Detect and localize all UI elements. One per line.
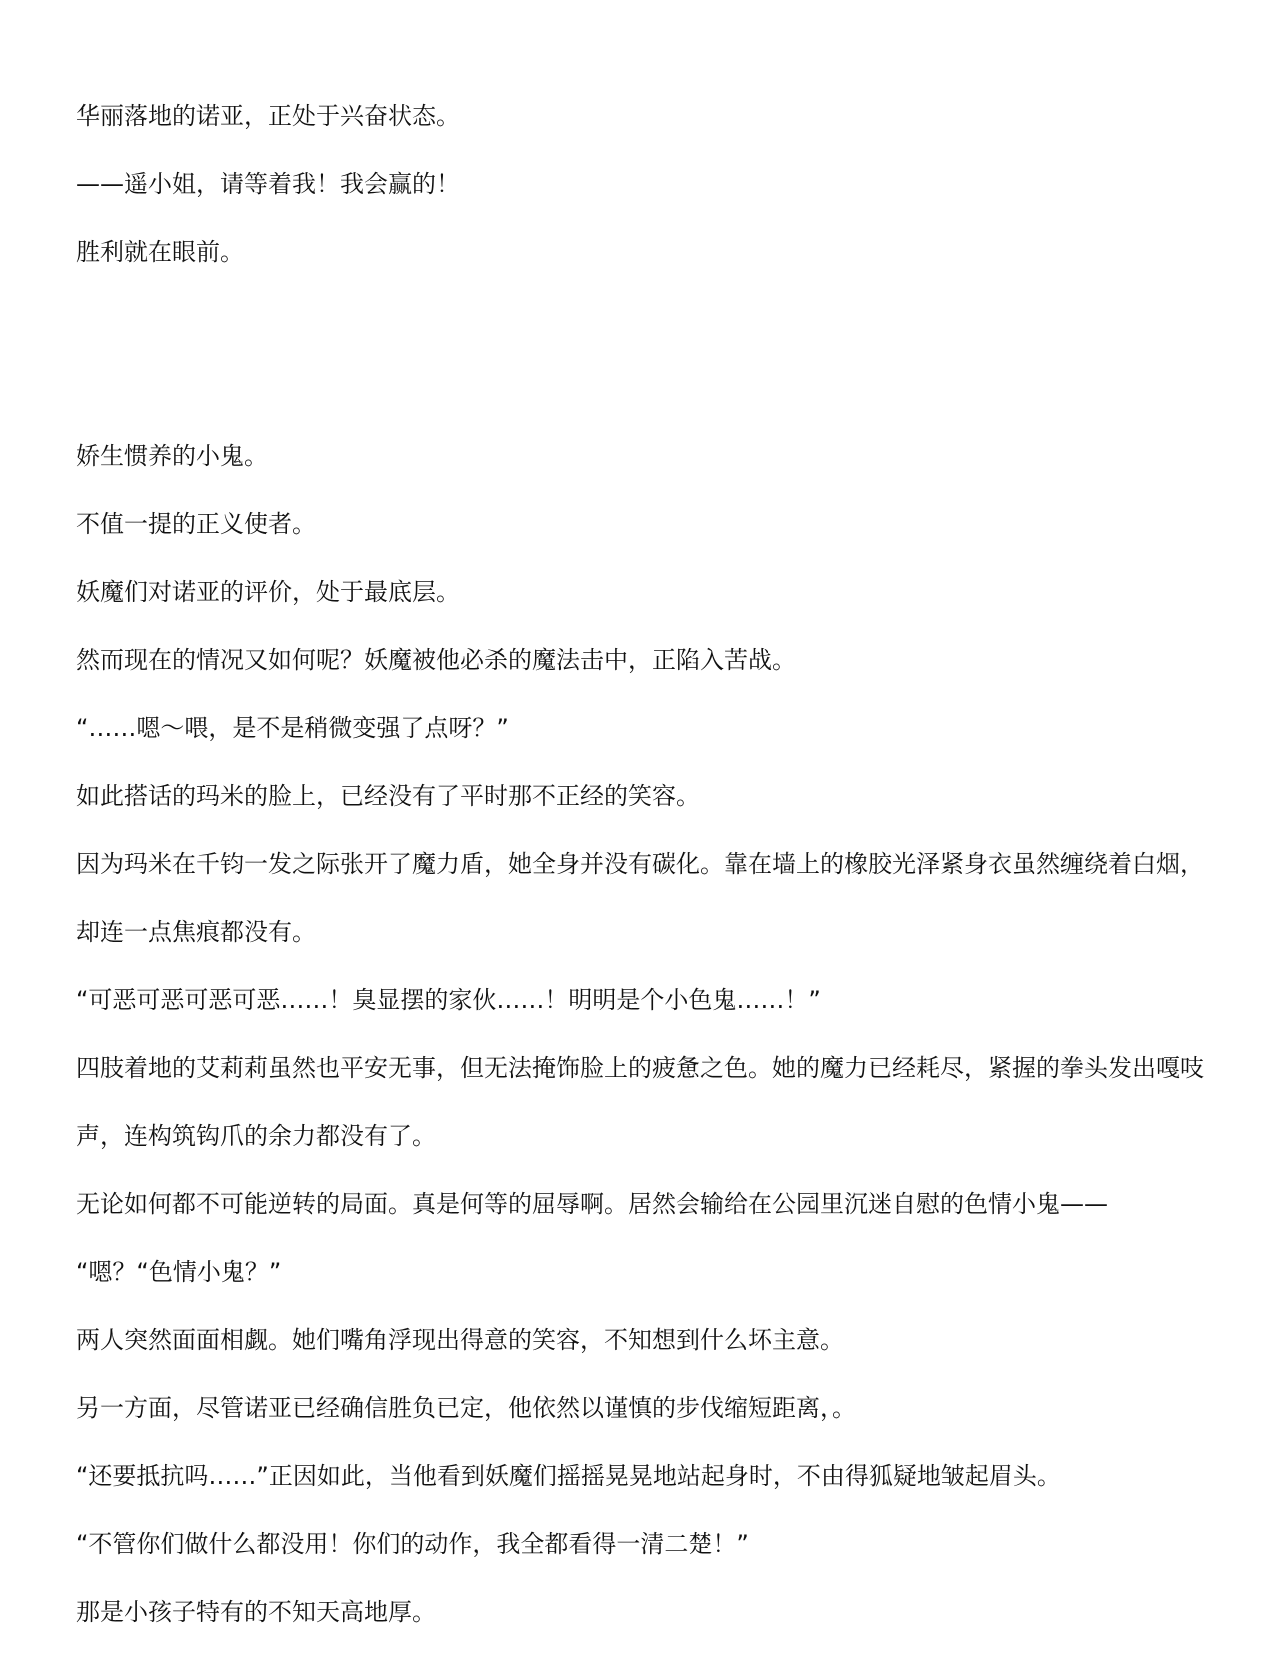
paragraph-5: 不值一提的正义使者。 — [76, 510, 316, 538]
paragraph-8: “……嗯～喂，是不是稍微变强了点呀？” — [76, 714, 509, 742]
paragraph-14: “嗯？“色情小鬼？” — [76, 1258, 282, 1286]
paragraph-2: ——遥小姐，请等着我！我会赢的！ — [76, 170, 460, 198]
paragraph-19: 那是小孩子特有的不知天高地厚。 — [76, 1598, 436, 1626]
section-break — [76, 286, 1206, 422]
paragraph-7: 然而现在的情况又如何呢？妖魔被他必杀的魔法击中，正陷入苦战。 — [76, 646, 796, 674]
paragraph-15: 两人突然面面相觑。她们嘴角浮现出得意的笑容，不知想到什么坏主意。 — [76, 1326, 844, 1354]
paragraph-6: 妖魔们对诺亚的评价，处于最底层。 — [76, 578, 460, 606]
paragraph-1: 华丽落地的诺亚，正处于兴奋状态。 — [76, 102, 460, 130]
paragraph-13: 无论如何都不可能逆转的局面。真是何等的屈辱啊。居然会输给在公园里沉迷自慰的色情小鬼—— — [76, 1190, 1108, 1218]
paragraph-11: “可恶可恶可恶可恶……！臭显摆的家伙……！明明是个小色鬼……！” — [76, 986, 821, 1014]
paragraph-10: 因为玛米在千钧一发之际张开了魔力盾，她全身并没有碳化。靠在墙上的橡胶光泽紧身衣虽然缠绕着白烟，却连一点焦痕都没有。 — [76, 850, 1204, 946]
paragraph-12: 四肢着地的艾莉莉虽然也平安无事，但无法掩饰脸上的疲惫之色。她的魔力已经耗尽，紧握的拳头发出嘎吱声，连构筑钩爪的余力都没有了。 — [76, 1054, 1204, 1150]
paragraph-18: “不管你们做什么都没用！你们的动作，我全都看得一清二楚！” — [76, 1530, 749, 1558]
paragraph-17: “还要抵抗吗……”正因如此，当他看到妖魔们摇摇晃晃地站起身时，不由得狐疑地皱起眉头。 — [76, 1462, 1061, 1490]
paragraph-3: 胜利就在眼前。 — [76, 238, 244, 266]
paragraph-16: 另一方面，尽管诺亚已经确信胜负已定，他依然以谨慎的步伐缩短距离，。 — [76, 1394, 856, 1422]
body-text — [76, 82, 1206, 1646]
paragraph-4: 娇生惯养的小鬼。 — [76, 442, 268, 470]
paragraph-9: 如此搭话的玛米的脸上，已经没有了平时那不正经的笑容。 — [76, 782, 700, 810]
